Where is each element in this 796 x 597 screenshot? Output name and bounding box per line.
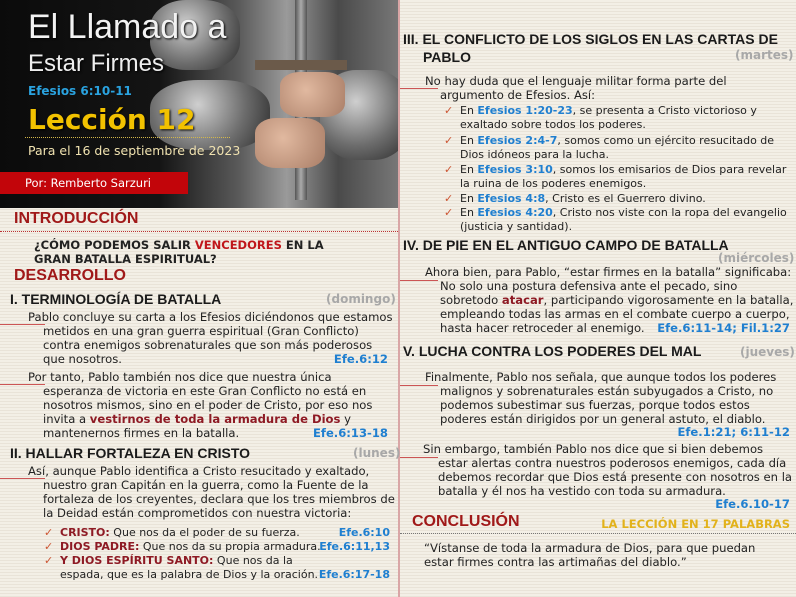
section-3-day: (martes) <box>735 48 794 62</box>
section-2-day: (lunes) <box>353 446 401 460</box>
check-icon: ✓ <box>444 134 454 147</box>
check-icon: ✓ <box>444 163 454 176</box>
header-image <box>0 0 398 208</box>
lesson-title: El Llamado a <box>28 8 227 46</box>
check-icon: ✓ <box>44 554 54 567</box>
section-4-title: IV. DE PIE EN EL ANTIGUO CAMPO DE BATALLA <box>403 237 729 253</box>
section-1-title: I. TERMINOLOGÍA DE BATALLA <box>10 291 222 307</box>
section-5-ref-2: Efe.6.10-17 <box>715 497 790 511</box>
section-5-day: (jueves) <box>740 345 795 359</box>
section-2-title: II. HALLAR FORTALEZA EN CRISTO <box>10 445 251 461</box>
section-4-ref: Efe.6:11-14; Fil.1:27 <box>657 321 790 335</box>
list-item-ref: Efe.6:17-18 <box>318 568 390 581</box>
lesson-date: Para el 16 de septiembre de 2023 <box>28 143 241 158</box>
section-1-ref-2: Efe.6:13-18 <box>312 426 388 440</box>
section-1-paragraph-1: Pablo concluye su carta a los Efesios diciéndonos que estamos metidos en una gran guerra espiritual (Gran Conflicto) contra enemigos sobrenaturales que son más poderosos que nosotros. <box>28 310 393 366</box>
list-item: ✓ En Efesios 3:10, somos los emisarios de Dios para revelar la ruina de los poderes enemigos. <box>444 163 787 190</box>
intro-heading: INTRODUCCIÓN <box>14 210 139 227</box>
section-5-paragraph-1: Finalmente, Pablo nos señala, que aunque todos los poderes malignos y sobrenaturales están subyugados a Cristo, no podemos subestimar sus fuerzas, porque todos estos poderes están dirigidos por un general astuto, el diablo. <box>425 370 777 426</box>
conclusion-heading: CONCLUSIÓN <box>412 513 520 530</box>
check-icon: ✓ <box>44 540 54 553</box>
key-text: Efesios 6:10-11 <box>28 84 132 98</box>
check-icon: ✓ <box>444 104 454 117</box>
intro-question: ¿CÓMO PODEMOS SALIR VENCEDORES EN LA GRAN BATALLA ESPIRITUAL? <box>34 238 324 266</box>
list-item: ✓ En Efesios 2:4-7, somos como un ejército resucitado de Dios idóneos para la lucha. <box>444 134 775 161</box>
section-1-day: (domingo) <box>326 292 396 306</box>
development-heading: DESARROLLO <box>14 267 126 284</box>
conclusion-subtitle: LA LECCIÓN EN 17 PALABRAS <box>601 517 790 531</box>
column-divider <box>398 0 400 597</box>
list-item: ✓ CRISTO: Que nos da el poder de su fuerza. Efe.6:10 <box>44 526 390 539</box>
section-1-ref-1: Efe.6:12 <box>333 352 388 366</box>
section-4-paragraph: Ahora bien, para Pablo, “estar firmes en la batalla” significaba: No solo una postura defensiva ante el pecado, sino sobretodo atacar, participando vigorosamente en la batalla, empleando todas las armas en el combate cuerpo a cuerpo, hasta hacer retroceder al enemigo. <box>425 265 794 335</box>
check-icon: ✓ <box>444 192 454 205</box>
lesson-subtitle: Estar Firmes <box>28 50 165 77</box>
section-4-day: (miércoles) <box>718 251 795 265</box>
section-3-paragraph: No hay duda que el lenguaje militar forma parte del argumento de Efesios. Así: <box>425 74 727 102</box>
section-2-paragraph: Así, aunque Pablo identifica a Cristo resucitado y exaltado, nuestro gran Capitán en la guerra, como la Fuente de la fortaleza de los creyentes, declara que los tres miembros de la Deidad están comprometidos con nuestra victoria: <box>28 464 395 520</box>
section-5-paragraph-2: Sin embargo, también Pablo nos dice que si bien debemos estar alertas contra nuestros poderosos enemigos, cada día debemos recordar que Dios está presente con nosotros en la batalla y él nos ha vestido con toda su armadura. <box>423 442 793 498</box>
check-icon: ✓ <box>444 206 454 219</box>
check-icon: ✓ <box>44 526 54 539</box>
section-5-ref-1: Efe.1:21; 6:11-12 <box>677 425 790 439</box>
list-item: ✓ Y DIOS ESPÍRITU SANTO: Que nos da la espada, que es la palabra de Dios y la oración. <box>44 554 319 581</box>
section-3-title: III. EL CONFLICTO DE LOS SIGLOS EN LAS CARTAS DE PABLO <box>403 31 778 65</box>
section-5-title: V. LUCHA CONTRA LOS PODERES DEL MAL <box>403 343 702 359</box>
list-item: ✓ DIOS PADRE: Que nos da su propia armadura. Efe.6:11,13 <box>44 540 390 553</box>
list-item: ✓ En Efesios 4:8, Cristo es el Guerrero divino. <box>444 192 706 205</box>
author-badge: Por: Remberto Sarzuri <box>0 172 188 194</box>
section-1-paragraph-2: Por tanto, Pablo también nos dice que nuestra única esperanza de victoria en este Gran Conflicto no está en nosotros mismos, sino en el poder de Cristo, por eso nos invita a vestirnos de toda la armadura de Dios y mantenernos firmes en la batalla. <box>28 370 373 440</box>
conclusion-quote: “Vístanse de toda la armadura de Dios, para que puedan estar firmes contra las artimañas del diablo.” <box>424 541 756 569</box>
lesson-number: Lección 12 <box>28 103 196 136</box>
list-item: ✓ En Efesios 1:20-23, se presenta a Cristo victorioso y exaltado sobre todos los poderes. <box>444 104 757 131</box>
list-item: ✓ En Efesios 4:20, Cristo nos viste con la ropa del evangelio (justicia y santidad). <box>444 206 787 233</box>
